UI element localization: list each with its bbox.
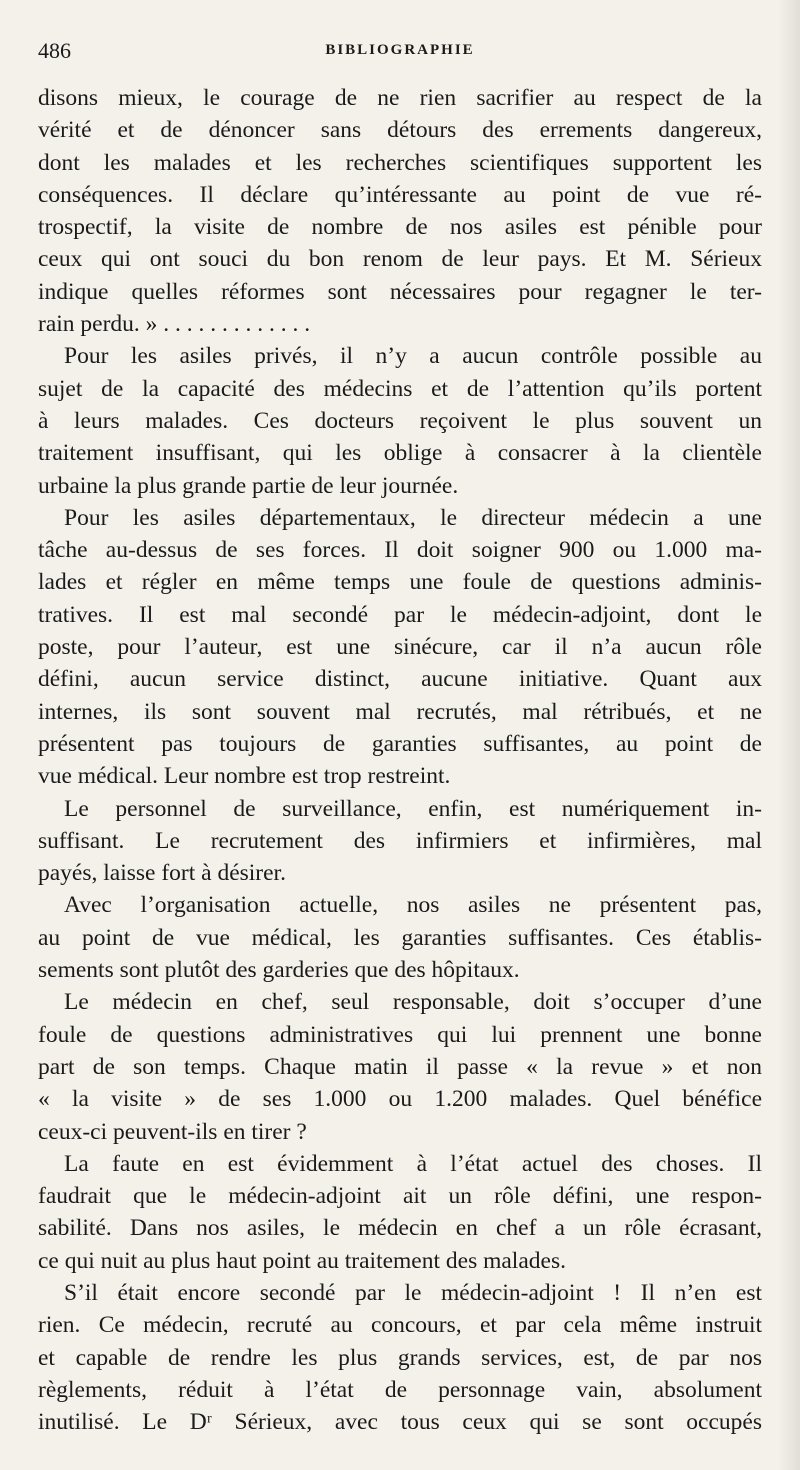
text-line: part de son temps. Chaque matin il passe « la revue » et non — [38, 1053, 762, 1080]
text-line: rain perdu. » . . . . . . . . . . . . . — [38, 311, 311, 338]
text-line: ceux-ci peuvent-ils en tirer ? — [38, 1118, 307, 1145]
text-line: Le médecin en chef, seul responsable, doit s’occuper d’une — [64, 989, 762, 1016]
running-head: BIBLIOGRAPHIE — [325, 42, 475, 58]
text-line: Le personnel de surveillance, enfin, est numériquement in- — [64, 795, 762, 822]
text-line: urbaine la plus grande partie de leur journée. — [38, 472, 459, 499]
text-line: sabilité. Dans nos asiles, le médecin en chef a un rôle écrasant, — [38, 1215, 762, 1242]
text-line: ce qui nuit au plus haut point au traitement des malades. — [38, 1247, 566, 1274]
text-line: sujet de la capacité des médecins et de l’attention qu’ils portent — [38, 375, 762, 402]
text-line: La faute en est évidemment à l’état actuel des choses. Il — [64, 1150, 762, 1177]
text-line: Avec l’organisation actuelle, nos asiles ne présentent pas, — [64, 892, 762, 919]
text-line: Pour les asiles départementaux, le directeur médecin a une — [64, 504, 762, 531]
text-line: « la visite » de ses 1.000 ou 1.200 malades. Quel bénéfice — [38, 1086, 762, 1113]
text-line: sements sont plutôt des garderies que des hôpitaux. — [38, 957, 520, 984]
text-line: vue médical. Leur nombre est trop restreint. — [38, 763, 451, 790]
text-line: indique quelles réformes sont nécessaires pour regagner le ter- — [38, 278, 762, 305]
text-line: suffisant. Le recrutement des infirmiers et infirmières, mal — [38, 827, 762, 854]
text-line: tratives. Il est mal secondé par le médecin-adjoint, dont le — [38, 601, 762, 628]
text-line: dont les malades et les recherches scientifiques supportent les — [38, 149, 762, 176]
text-line: trospectif, la visite de nombre de nos asiles est pénible pour — [38, 214, 762, 241]
text-line: lades et régler en même temps une foule de questions adminis- — [38, 569, 762, 596]
text-line: S’il était encore secondé par le médecin-adjoint ! Il n’en est — [64, 1279, 762, 1306]
page-number: 486 — [38, 38, 71, 63]
text-line: vérité et de dénoncer sans détours des errements dangereux, — [38, 117, 762, 144]
text-line: ceux qui ont souci du bon renom de leur pays. Et M. Sérieux — [38, 246, 762, 273]
text-line: et capable de rendre les plus grands services, est, de par nos — [38, 1344, 762, 1371]
text-line: à leurs malades. Ces docteurs reçoivent le plus souvent un — [38, 407, 762, 434]
text-line: Pour les asiles privés, il n’y a aucun contrôle possible au — [64, 343, 762, 370]
body-text — [38, 82, 762, 1438]
text-line: internes, ils sont souvent mal recrutés, mal rétribués, et ne — [38, 698, 762, 725]
page-edge-shadow — [778, 0, 800, 1470]
text-line: inutilisé. Le Dʳ Sérieux, avec tous ceux qui se sont occupés — [38, 1409, 762, 1436]
text-line: au point de vue médical, les garanties suffisantes. Ces établis- — [38, 924, 762, 951]
text-line: payés, laisse fort à désirer. — [38, 860, 286, 887]
text-line: conséquences. Il déclare qu’intéressante au point de vue ré- — [38, 181, 762, 208]
text-line: règlements, réduit à l’état de personnage vain, absolument — [38, 1376, 762, 1403]
text-line: tâche au-dessus de ses forces. Il doit soigner 900 ou 1.000 ma- — [38, 537, 762, 564]
text-line: traitement insuffisant, qui les oblige à consacrer à la clientèle — [38, 440, 762, 467]
text-line: présentent pas toujours de garanties suffisantes, au point de — [38, 730, 762, 757]
text-line: défini, aucun service distinct, aucune initiative. Quant aux — [38, 666, 762, 693]
text-line: poste, pour l’auteur, est une sinécure, car il n’a aucun rôle — [38, 634, 762, 661]
page-header — [38, 38, 762, 70]
text-line: rien. Ce médecin, recruté au concours, et par cela même instruit — [38, 1312, 762, 1339]
text-line: faudrait que le médecin-adjoint ait un rôle défini, une respon- — [38, 1183, 762, 1210]
text-line: disons mieux, le courage de ne rien sacrifier au respect de la — [38, 85, 762, 111]
text-line: foule de questions administratives qui lui prennent une bonne — [38, 1021, 762, 1048]
